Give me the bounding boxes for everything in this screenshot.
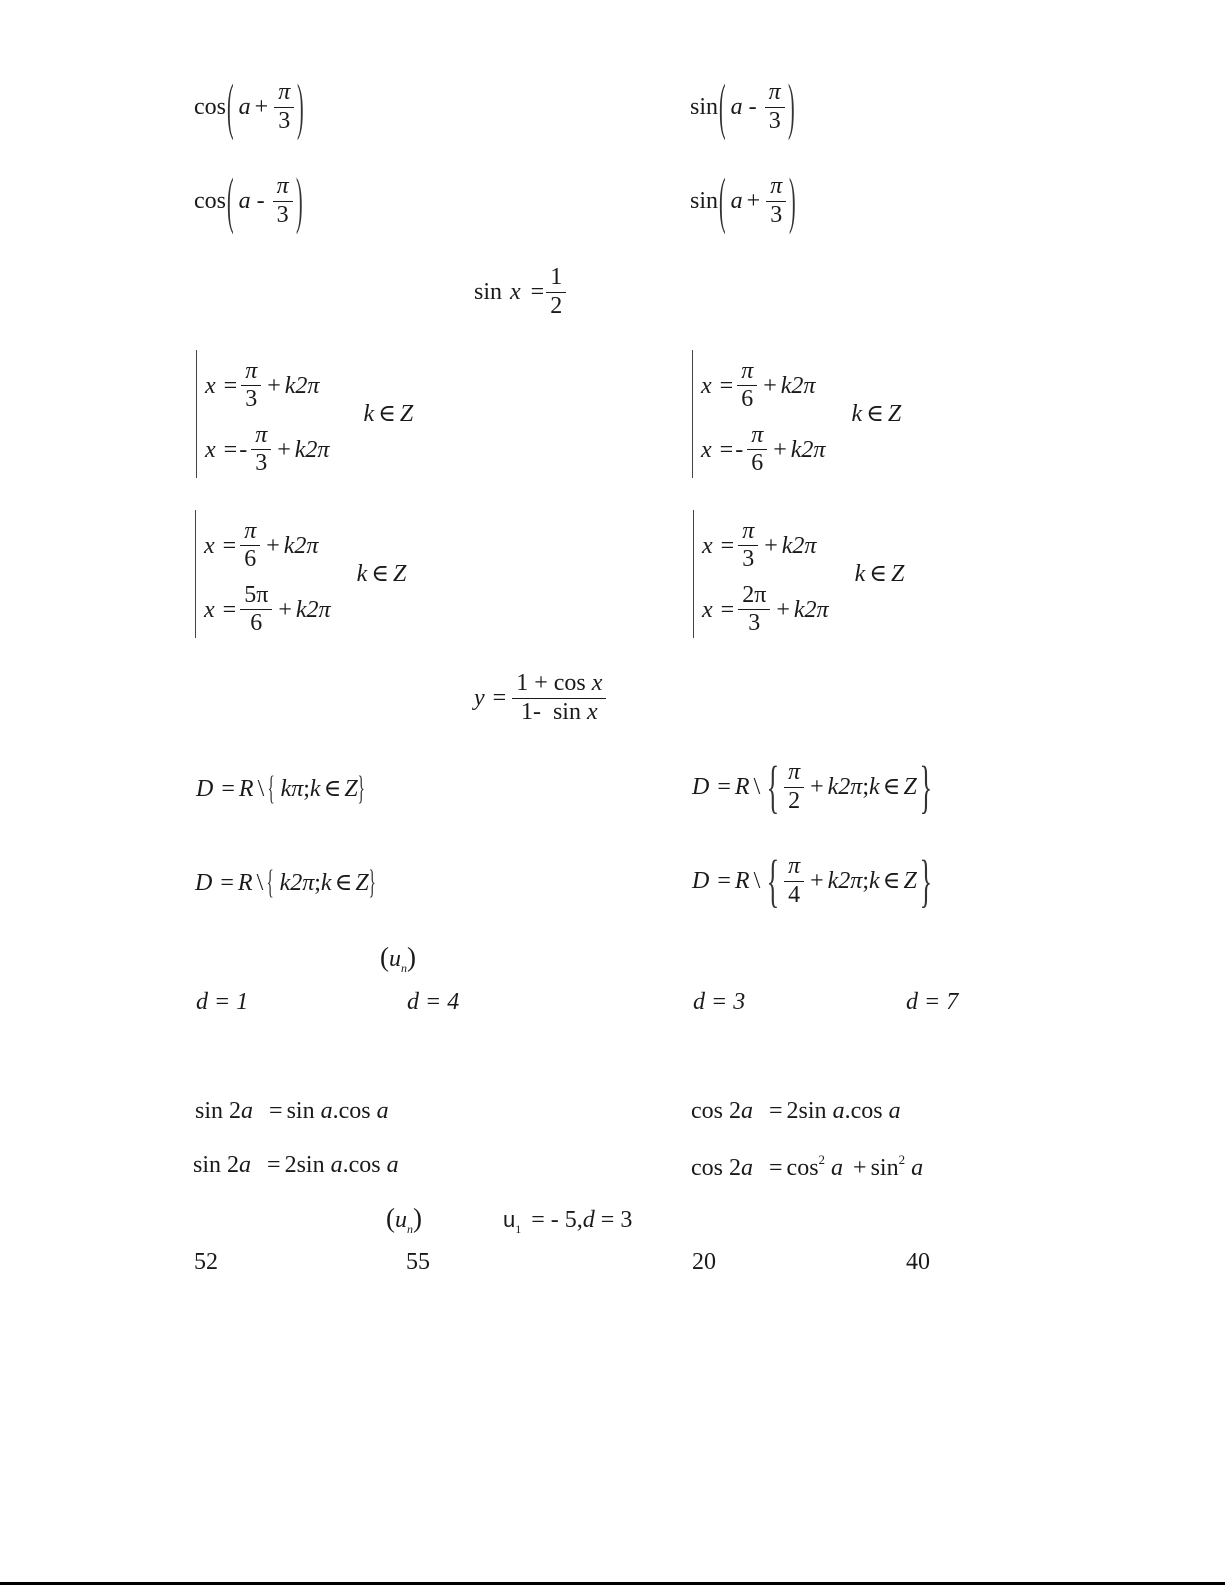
u1-label: u xyxy=(503,1207,516,1232)
cos2-label: cos 2 xyxy=(691,1155,741,1181)
plus-sign: + xyxy=(277,436,291,463)
option-sin2a-sin-cos xyxy=(195,1099,389,1123)
term-k2pi: k2π xyxy=(284,372,320,399)
left-paren: ( xyxy=(719,167,726,235)
k-in-z xyxy=(855,562,905,586)
set-z: Z xyxy=(887,401,902,427)
numerator: 1 xyxy=(546,264,566,293)
equals-sign: = xyxy=(769,1155,783,1181)
option-domain-pi2 xyxy=(692,754,935,819)
var-x: x xyxy=(701,372,712,399)
equals-sign: = xyxy=(769,1098,783,1124)
var-a: a xyxy=(730,94,743,120)
system-bracket xyxy=(693,510,829,638)
term-k2pi: k2π xyxy=(827,868,863,894)
cos-label: cos xyxy=(850,1098,883,1124)
denominator: 3 xyxy=(276,201,289,228)
sin-label: sin xyxy=(296,1152,325,1178)
var-a: a xyxy=(730,188,743,214)
element-of: ∈ xyxy=(378,401,396,427)
equals-sign: = xyxy=(719,436,734,463)
equals-sign: = xyxy=(221,776,235,802)
element-of: ∈ xyxy=(371,561,389,587)
one: 1 xyxy=(520,698,533,725)
index-n: n xyxy=(407,1222,413,1236)
cos-label: cos xyxy=(786,1155,819,1181)
left-paren: ( xyxy=(227,167,234,235)
plus-sign: + xyxy=(776,596,790,623)
term-k2pi: k2π xyxy=(780,372,816,399)
plus-sign: + xyxy=(266,532,280,559)
cos-label: cos xyxy=(338,1098,371,1124)
denominator: 2 xyxy=(788,787,801,814)
option-40: 40 xyxy=(906,1249,930,1275)
denominator: 6 xyxy=(751,450,764,477)
cos-label: cos xyxy=(194,94,226,120)
var-y: y xyxy=(474,685,485,712)
fraction-pi-6 xyxy=(747,422,767,478)
var-a: a xyxy=(376,1098,389,1124)
plus-sign: + xyxy=(254,94,269,120)
plus-sign: + xyxy=(763,372,777,399)
var-a: a xyxy=(320,1098,333,1124)
numerator: π xyxy=(274,79,294,108)
option-system-pi6 xyxy=(692,350,901,478)
var-d: d xyxy=(582,1207,595,1233)
equals-sign: = xyxy=(492,685,507,712)
var-a: a xyxy=(888,1098,901,1124)
cos2-label: cos 2 xyxy=(691,1098,741,1124)
term-k2pi: k2π xyxy=(294,436,330,463)
equals-sign: = xyxy=(269,1098,283,1124)
equals-sign: = xyxy=(530,279,545,306)
sin-label: sin xyxy=(552,698,581,725)
var-a: a xyxy=(330,1152,343,1178)
term-k2pi: k2π xyxy=(781,532,817,559)
numerator: 5π xyxy=(240,582,272,611)
minus-sign: - xyxy=(735,436,744,463)
term-k2pi: k2π xyxy=(790,436,826,463)
denominator xyxy=(512,699,606,727)
fraction-pi-3 xyxy=(241,358,261,414)
element-of: ∈ xyxy=(869,561,887,587)
plus-sign: + xyxy=(746,188,761,214)
numerator xyxy=(512,670,606,699)
fraction-pi-2 xyxy=(784,759,804,815)
fraction-pi-3 xyxy=(274,79,294,135)
minus-sign: - xyxy=(532,698,541,725)
option-20: 20 xyxy=(692,1249,716,1275)
right-brace: } xyxy=(368,864,376,901)
set-z: Z xyxy=(903,868,917,894)
system-row-1 xyxy=(205,358,329,414)
var-k: k xyxy=(363,401,375,427)
var-k: k xyxy=(356,561,368,587)
sin2-label: sin 2 xyxy=(193,1152,240,1178)
system-bracket xyxy=(692,350,825,478)
numerator: π xyxy=(251,422,271,451)
minus-sign: - xyxy=(256,188,265,214)
var-x: x xyxy=(702,532,713,559)
sin-label: sin xyxy=(690,94,719,120)
left-paren: ( xyxy=(386,1203,395,1233)
denominator: 3 xyxy=(770,201,783,228)
equals-sign: = xyxy=(720,532,735,559)
option-cos-a-minus-pi3 xyxy=(194,167,303,235)
var-x: x xyxy=(205,436,216,463)
numerator: π xyxy=(738,518,758,547)
semicolon: ; xyxy=(303,776,310,802)
numerator: π xyxy=(766,173,786,202)
set-z: Z xyxy=(890,561,905,587)
dot: . xyxy=(844,1098,851,1124)
var-x: x xyxy=(510,279,521,306)
system-row-2 xyxy=(702,582,829,638)
fraction-2pi-3 xyxy=(738,582,770,638)
sin-label: sin xyxy=(798,1098,827,1124)
fraction-pi-3 xyxy=(251,422,271,478)
u1-value: = - 5, xyxy=(531,1207,583,1233)
var-a: a xyxy=(741,1155,753,1181)
fraction-pi-3 xyxy=(273,173,293,229)
equals-sign: = xyxy=(719,372,734,399)
system-row-1 xyxy=(204,518,331,574)
sin-label: sin xyxy=(286,1098,315,1124)
setminus: \ xyxy=(256,870,264,896)
var-a: a xyxy=(238,188,251,214)
var-a: a xyxy=(238,94,251,120)
var-x: x xyxy=(204,596,215,623)
set-r: R xyxy=(238,776,254,802)
coef-2: 2 xyxy=(786,1098,799,1124)
option-system-pi3 xyxy=(196,350,413,478)
numerator: π xyxy=(241,358,261,387)
var-a: a xyxy=(386,1152,399,1178)
set-r: R xyxy=(734,774,750,800)
fraction-5pi-6 xyxy=(240,582,272,638)
fraction-1-2 xyxy=(546,264,566,320)
left-brace: { xyxy=(766,848,780,913)
plus-sign: + xyxy=(810,868,824,894)
set-z: Z xyxy=(344,776,358,802)
system-bracket xyxy=(195,510,331,638)
var-k: k xyxy=(854,561,866,587)
left-paren: ( xyxy=(380,942,389,972)
left-brace: { xyxy=(267,770,276,807)
numerator: π xyxy=(784,759,804,788)
exponent-2: 2 xyxy=(898,1152,906,1167)
option-domain-kpi xyxy=(196,772,364,806)
semicolon: ; xyxy=(862,868,870,894)
d-value: = 3 xyxy=(600,1207,633,1233)
numerator: π xyxy=(273,173,293,202)
var-a: a xyxy=(831,1155,844,1181)
plus-sign: + xyxy=(853,1155,867,1181)
option-cos-a-plus-pi3 xyxy=(194,73,305,141)
term-kpi: kπ xyxy=(280,776,304,802)
left-brace: { xyxy=(766,754,780,819)
term-k2pi: k2π xyxy=(279,870,315,896)
equals-sign: = xyxy=(717,774,731,800)
var-k: k xyxy=(309,776,321,802)
denominator: 4 xyxy=(788,881,801,908)
option-domain-pi4 xyxy=(692,848,935,913)
right-paren: ) xyxy=(295,167,303,235)
element-of: ∈ xyxy=(334,870,353,896)
semicolon: ; xyxy=(314,870,321,896)
right-paren: ) xyxy=(413,1203,422,1233)
plus-sign: + xyxy=(278,596,292,623)
denominator: 3 xyxy=(255,450,268,477)
sequence-params xyxy=(503,1208,632,1235)
plus-sign: + xyxy=(267,372,281,399)
denominator: 3 xyxy=(768,107,781,134)
element-of: ∈ xyxy=(323,776,342,802)
dot: . xyxy=(342,1152,349,1178)
var-a: a xyxy=(741,1098,753,1124)
fraction-pi-3 xyxy=(765,79,785,135)
equals-sign: = xyxy=(223,372,238,399)
denominator: 3 xyxy=(278,107,291,134)
equation-y-fraction xyxy=(474,670,608,726)
option-52: 52 xyxy=(194,1249,218,1275)
plus-sign: + xyxy=(810,774,824,800)
option-cos2a-cos2-plus-sin2 xyxy=(691,1153,923,1180)
var-x: x xyxy=(701,436,712,463)
plus-sign: + xyxy=(764,532,778,559)
denominator: 6 xyxy=(250,610,263,637)
numerator: π xyxy=(784,853,804,882)
term-k2pi: k2π xyxy=(295,596,331,623)
system-row-2 xyxy=(701,422,825,478)
minus-sign: - xyxy=(239,436,248,463)
denominator: 2 xyxy=(550,292,563,319)
var-k: k xyxy=(869,868,880,894)
option-domain-k2pi xyxy=(195,866,375,900)
option-55: 55 xyxy=(406,1249,430,1275)
var-k: k xyxy=(869,774,880,800)
option-d-4: d = 4 xyxy=(407,989,460,1015)
fraction-pi-3 xyxy=(738,518,758,574)
element-of: ∈ xyxy=(882,868,901,894)
one: 1 xyxy=(516,670,529,696)
numerator: π xyxy=(765,79,785,108)
sin-label: sin xyxy=(690,188,719,214)
coef-2: 2 xyxy=(284,1152,297,1178)
term-k2pi: k2π xyxy=(827,774,863,800)
sequence-un-2 xyxy=(386,1205,422,1235)
right-brace: } xyxy=(919,848,932,913)
var-a: a xyxy=(911,1155,924,1181)
equals-sign: = xyxy=(223,436,238,463)
option-sin2a-2sin-cos xyxy=(193,1153,399,1177)
k-in-z xyxy=(357,562,407,586)
equals-sign: = xyxy=(222,596,237,623)
var-u: u xyxy=(389,946,401,972)
sin2-label: sin 2 xyxy=(195,1098,242,1124)
set-d: D xyxy=(195,870,213,896)
fraction-pi-4 xyxy=(784,853,804,909)
cos-label: cos xyxy=(348,1152,381,1178)
denominator: 6 xyxy=(741,386,754,413)
set-r: R xyxy=(237,870,253,896)
system-row-1 xyxy=(701,358,825,414)
dot: . xyxy=(332,1098,339,1124)
fraction-pi-6 xyxy=(240,518,260,574)
var-k: k xyxy=(320,870,332,896)
setminus: \ xyxy=(257,776,265,802)
set-d: D xyxy=(692,868,710,894)
equals-sign: = xyxy=(267,1152,281,1178)
sequence-un-1 xyxy=(380,944,416,974)
term-k2pi: k2π xyxy=(793,596,829,623)
var-a: a xyxy=(239,1152,252,1178)
numerator: π xyxy=(240,518,260,547)
set-z: Z xyxy=(399,401,414,427)
index-n: n xyxy=(401,961,407,975)
right-paren: ) xyxy=(297,73,304,141)
option-d-7: d = 7 xyxy=(906,989,959,1015)
element-of: ∈ xyxy=(882,774,901,800)
option-sin-a-minus-pi3 xyxy=(690,73,795,141)
var-x: x xyxy=(204,532,215,559)
var-x: x xyxy=(702,596,713,623)
left-paren: ( xyxy=(227,73,234,141)
fraction-pi-3 xyxy=(766,173,786,229)
fraction-cos-sin xyxy=(512,670,606,726)
var-x: x xyxy=(591,670,603,696)
cos-label: cos xyxy=(194,188,226,214)
option-d-3: d = 3 xyxy=(693,989,746,1015)
minus-sign: - xyxy=(748,94,757,120)
set-z: Z xyxy=(903,774,917,800)
set-z: Z xyxy=(355,870,369,896)
fraction-pi-6 xyxy=(737,358,757,414)
denominator: 3 xyxy=(748,610,761,637)
equation-sin-x-half xyxy=(474,264,568,320)
set-r: R xyxy=(734,868,750,894)
var-u: u xyxy=(395,1207,407,1233)
sin-label: sin xyxy=(870,1155,899,1181)
option-cos2a-2sin-cos xyxy=(691,1099,901,1123)
numerator: 2π xyxy=(738,582,770,611)
option-sin-a-plus-pi3 xyxy=(690,167,797,235)
equals-sign: = xyxy=(220,870,234,896)
element-of: ∈ xyxy=(866,401,884,427)
var-x: x xyxy=(205,372,216,399)
option-d-1: d = 1 xyxy=(196,989,249,1015)
sin-label: sin xyxy=(474,279,503,306)
right-paren: ) xyxy=(789,167,796,235)
var-a: a xyxy=(241,1098,254,1124)
system-bracket xyxy=(196,350,329,478)
exponent-2: 2 xyxy=(818,1152,826,1167)
k-in-z xyxy=(851,402,901,426)
numerator: π xyxy=(737,358,757,387)
denominator: 6 xyxy=(244,546,257,573)
set-d: D xyxy=(196,776,214,802)
setminus: \ xyxy=(753,774,761,800)
var-k: k xyxy=(851,401,863,427)
equals-sign: = xyxy=(222,532,237,559)
option-system-pi6-5pi6 xyxy=(195,510,406,638)
cos-label: cos xyxy=(553,670,586,696)
system-row-2 xyxy=(205,422,329,478)
var-x: x xyxy=(586,698,598,725)
right-paren: ) xyxy=(787,73,795,141)
equals-sign: = xyxy=(717,868,731,894)
left-brace: { xyxy=(266,864,275,901)
equals-sign: = xyxy=(720,596,735,623)
system-row-2 xyxy=(204,582,331,638)
system-row-1 xyxy=(702,518,829,574)
k-in-z xyxy=(363,402,413,426)
index-1: 1 xyxy=(515,1222,522,1236)
setminus: \ xyxy=(753,868,761,894)
right-paren: ) xyxy=(407,942,416,972)
var-a: a xyxy=(832,1098,845,1124)
plus-sign: + xyxy=(534,670,548,696)
right-brace: } xyxy=(919,754,932,819)
option-system-pi3-2pi3 xyxy=(693,510,904,638)
term-k2pi: k2π xyxy=(283,532,319,559)
set-d: D xyxy=(692,774,710,800)
left-paren: ( xyxy=(719,73,726,141)
plus-sign: + xyxy=(773,436,787,463)
denominator: 3 xyxy=(742,546,755,573)
numerator: π xyxy=(747,422,767,451)
denominator: 3 xyxy=(245,386,258,413)
semicolon: ; xyxy=(862,774,870,800)
right-brace: } xyxy=(357,770,365,807)
set-z: Z xyxy=(392,561,407,587)
